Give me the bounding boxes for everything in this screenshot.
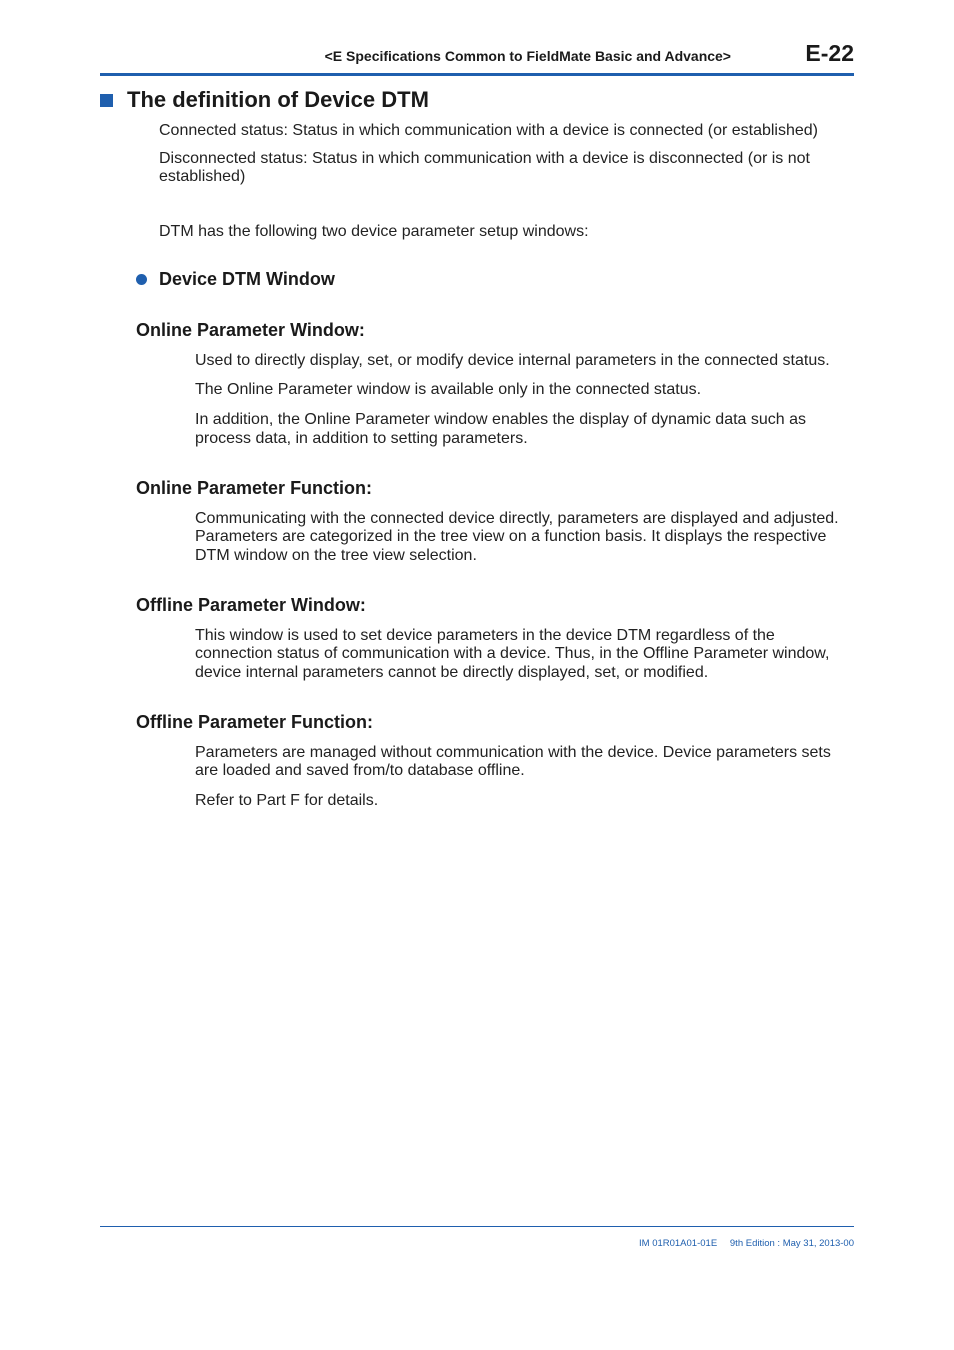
circle-bullet-icon: [136, 274, 147, 285]
online-window-p2: The Online Parameter window is available only in the connected status.: [195, 381, 702, 398]
online-window-heading: Online Parameter Window:: [136, 320, 365, 340]
disconnected-status-line-1: Disconnected status: Status in which communication with a device is disconnected (or is not: [159, 150, 810, 167]
online-function-line-1: Communicating with the connected device directly, parameters are displayed and adjusted.: [195, 510, 839, 527]
square-bullet-icon: [100, 94, 113, 107]
disconnected-status-line-2: established): [159, 168, 246, 185]
footer-doc-id: IM 01R01A01-01E: [639, 1238, 718, 1249]
header-rule: [100, 73, 854, 76]
offline-window-line-2: connection status of communication with a device. Thus, in the Offline Parameter window,: [195, 645, 830, 662]
page-number: E-22: [805, 40, 854, 66]
footer-rule: [100, 1226, 854, 1227]
footer-edition: 9th Edition : May 31, 2013-00: [729, 1238, 854, 1249]
online-function-heading: Online Parameter Function:: [136, 478, 373, 498]
online-window-p1: Used to directly display, set, or modify device internal parameters in the connected status.: [195, 352, 830, 369]
offline-window-line-3: device internal parameters cannot be directly displayed, set, or modified.: [195, 664, 709, 681]
offline-function-heading: Offline Parameter Function:: [136, 712, 374, 732]
device-dtm-heading-text: Device DTM Window: [159, 269, 335, 289]
online-function-line-3: DTM window on the tree view selection.: [195, 547, 477, 564]
offline-function-p1-line-2: are loaded and saved from/to database offline.: [195, 762, 525, 779]
section-heading: [100, 87, 429, 113]
online-window-p3-line-1: In addition, the Online Parameter window enables the display of dynamic data such as: [195, 411, 807, 428]
offline-function-p1-line-1: Parameters are managed without communication with the device. Device parameters sets: [195, 744, 831, 761]
online-window-p3-line-2: process data, in addition to setting parameters.: [195, 430, 528, 447]
device-dtm-heading: [136, 269, 335, 290]
online-function-line-2: Parameters are categorized in the tree view on a function basis. It displays the respective: [195, 528, 827, 545]
header-title: <E Specifications Common to FieldMate Basic and Advance>: [324, 48, 731, 64]
intro-text: DTM has the following two device parameter setup windows:: [159, 223, 589, 240]
section-heading-text: The definition of Device DTM: [127, 87, 429, 112]
connected-status-text: Connected status: Status in which communication with a device is connected (or established): [159, 122, 819, 139]
offline-function-p2: Refer to Part F for details.: [195, 792, 379, 809]
offline-window-heading: Offline Parameter Window:: [136, 595, 366, 615]
offline-window-line-1: This window is used to set device parameters in the device DTM regardless of the: [195, 627, 775, 644]
